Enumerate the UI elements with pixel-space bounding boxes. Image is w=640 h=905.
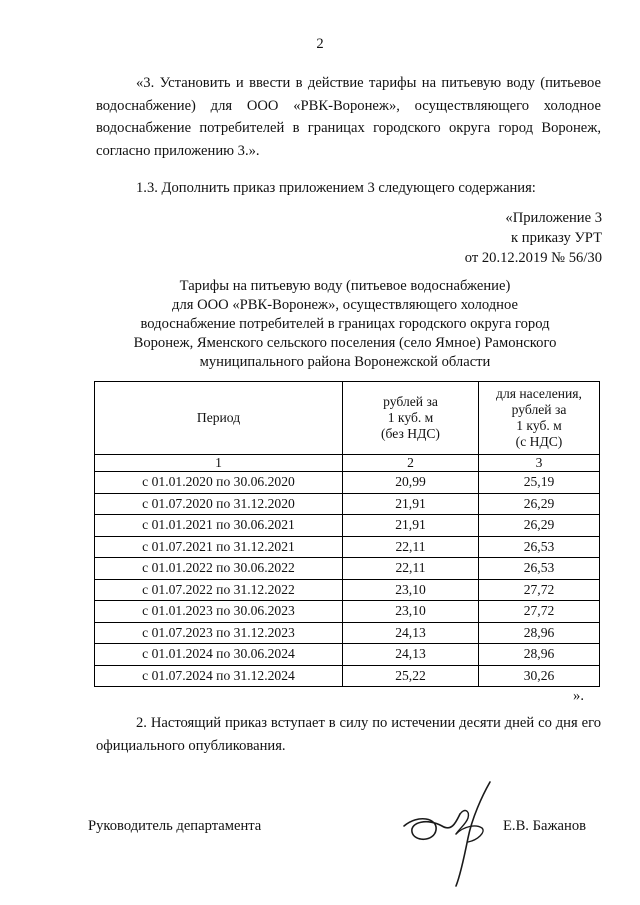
header-period: Период <box>95 382 343 455</box>
table-title-line-3: водоснабжение потребителей в границах городского округа город <box>140 316 550 332</box>
gross-tariff-cell: 28,96 <box>479 644 600 666</box>
signatory-name: Е.В. Бажанов <box>503 818 587 834</box>
table-row <box>95 601 600 623</box>
column-number: 2 <box>343 455 479 472</box>
net-tariff-cell: 22,11 <box>343 536 479 558</box>
table-title-line-5: муниципального района Воронежской области <box>199 354 491 370</box>
paragraph-1-3: 1.3. Дополнить приказ приложением 3 следующего содержания: <box>136 180 536 196</box>
gross-tariff-cell: 30,26 <box>479 665 600 687</box>
tariff-table <box>94 381 600 687</box>
period-cell: с 01.01.2021 по 30.06.2021 <box>95 515 343 537</box>
page-number: 2 <box>316 36 324 52</box>
handwritten-signature <box>398 778 503 888</box>
net-tariff-cell: 24,13 <box>343 644 479 666</box>
period-cell: с 01.07.2023 по 31.12.2023 <box>95 622 343 644</box>
table-title-line-1: Тарифы на питьевую воду (питьевое водоснабжение) <box>179 278 511 294</box>
table-row <box>95 515 600 537</box>
header-population <box>479 382 600 455</box>
header-pop-line-2: рублей за <box>511 402 567 417</box>
net-tariff-cell: 25,22 <box>343 665 479 687</box>
gross-tariff-cell: 26,29 <box>479 515 600 537</box>
gross-tariff-cell: 26,53 <box>479 536 600 558</box>
table-title <box>110 277 580 372</box>
header-pop-line-3: 1 куб. м <box>516 418 562 433</box>
net-tariff-cell: 21,91 <box>343 515 479 537</box>
table-header-row <box>95 382 600 455</box>
net-tariff-cell: 24,13 <box>343 622 479 644</box>
table-row <box>95 622 600 644</box>
gross-tariff-cell: 26,29 <box>479 493 600 515</box>
closing-quote: ». <box>573 688 584 704</box>
header-rub-line-3: (без НДС) <box>381 426 440 441</box>
signatory-title: Руководитель департамента <box>88 818 262 834</box>
header-rub-line-2: 1 куб. м <box>387 410 434 425</box>
net-tariff-cell: 20,99 <box>343 472 479 494</box>
gross-tariff-cell: 27,72 <box>479 579 600 601</box>
net-tariff-cell: 23,10 <box>343 579 479 601</box>
period-cell: с 01.07.2021 по 31.12.2021 <box>95 536 343 558</box>
header-rub-no-vat <box>343 382 479 455</box>
table-title-line-2: для ООО «РВК-Воронеж», осуществляющего холодное <box>172 297 518 313</box>
column-number-row <box>95 455 600 472</box>
table-row <box>95 536 600 558</box>
appendix-line-2: к приказу УРТ <box>511 230 602 246</box>
gross-tariff-cell: 25,19 <box>479 472 600 494</box>
header-pop-line-4: (с НДС) <box>515 434 563 449</box>
table-row <box>95 579 600 601</box>
table-title-line-4: Воронеж, Яменского сельского поселения (село Ямное) Рамонского <box>133 335 557 351</box>
appendix-header <box>465 208 602 268</box>
table-row <box>95 472 600 494</box>
period-cell: с 01.01.2020 по 30.06.2020 <box>95 472 343 494</box>
net-tariff-cell: 22,11 <box>343 558 479 580</box>
gross-tariff-cell: 28,96 <box>479 622 600 644</box>
net-tariff-cell: 23,10 <box>343 601 479 623</box>
gross-tariff-cell: 26,53 <box>479 558 600 580</box>
paragraph-2: 2. Настоящий приказ вступает в силу по истечении десяти дней со дня его официального опубликования. <box>96 715 601 754</box>
period-cell: с 01.01.2022 по 30.06.2022 <box>95 558 343 580</box>
period-cell: с 01.01.2024 по 30.06.2024 <box>95 644 343 666</box>
appendix-line-1: «Приложение 3 <box>505 210 602 226</box>
period-cell: с 01.07.2024 по 31.12.2024 <box>95 665 343 687</box>
period-cell: с 01.07.2020 по 31.12.2020 <box>95 493 343 515</box>
column-number: 3 <box>479 455 600 472</box>
table-row <box>95 644 600 666</box>
gross-tariff-cell: 27,72 <box>479 601 600 623</box>
period-cell: с 01.07.2022 по 31.12.2022 <box>95 579 343 601</box>
header-rub-line-1: рублей за <box>383 394 438 409</box>
period-cell: с 01.01.2023 по 30.06.2023 <box>95 601 343 623</box>
table-row <box>95 493 600 515</box>
header-pop-line-1: для населения, <box>496 386 582 401</box>
column-number: 1 <box>95 455 343 472</box>
table-row <box>95 665 600 687</box>
table-row <box>95 558 600 580</box>
net-tariff-cell: 21,91 <box>343 493 479 515</box>
appendix-line-3: от 20.12.2019 № 56/30 <box>464 250 602 266</box>
paragraph-3: «3. Установить и ввести в действие тарифы на питьевую воду (питьевое водоснабжение) для ООО «РВК-Воронеж», осуществляющего холодное водоснабжение потребителей в границах городского округа город Воронеж, согласно приложению 3.». <box>96 75 601 159</box>
